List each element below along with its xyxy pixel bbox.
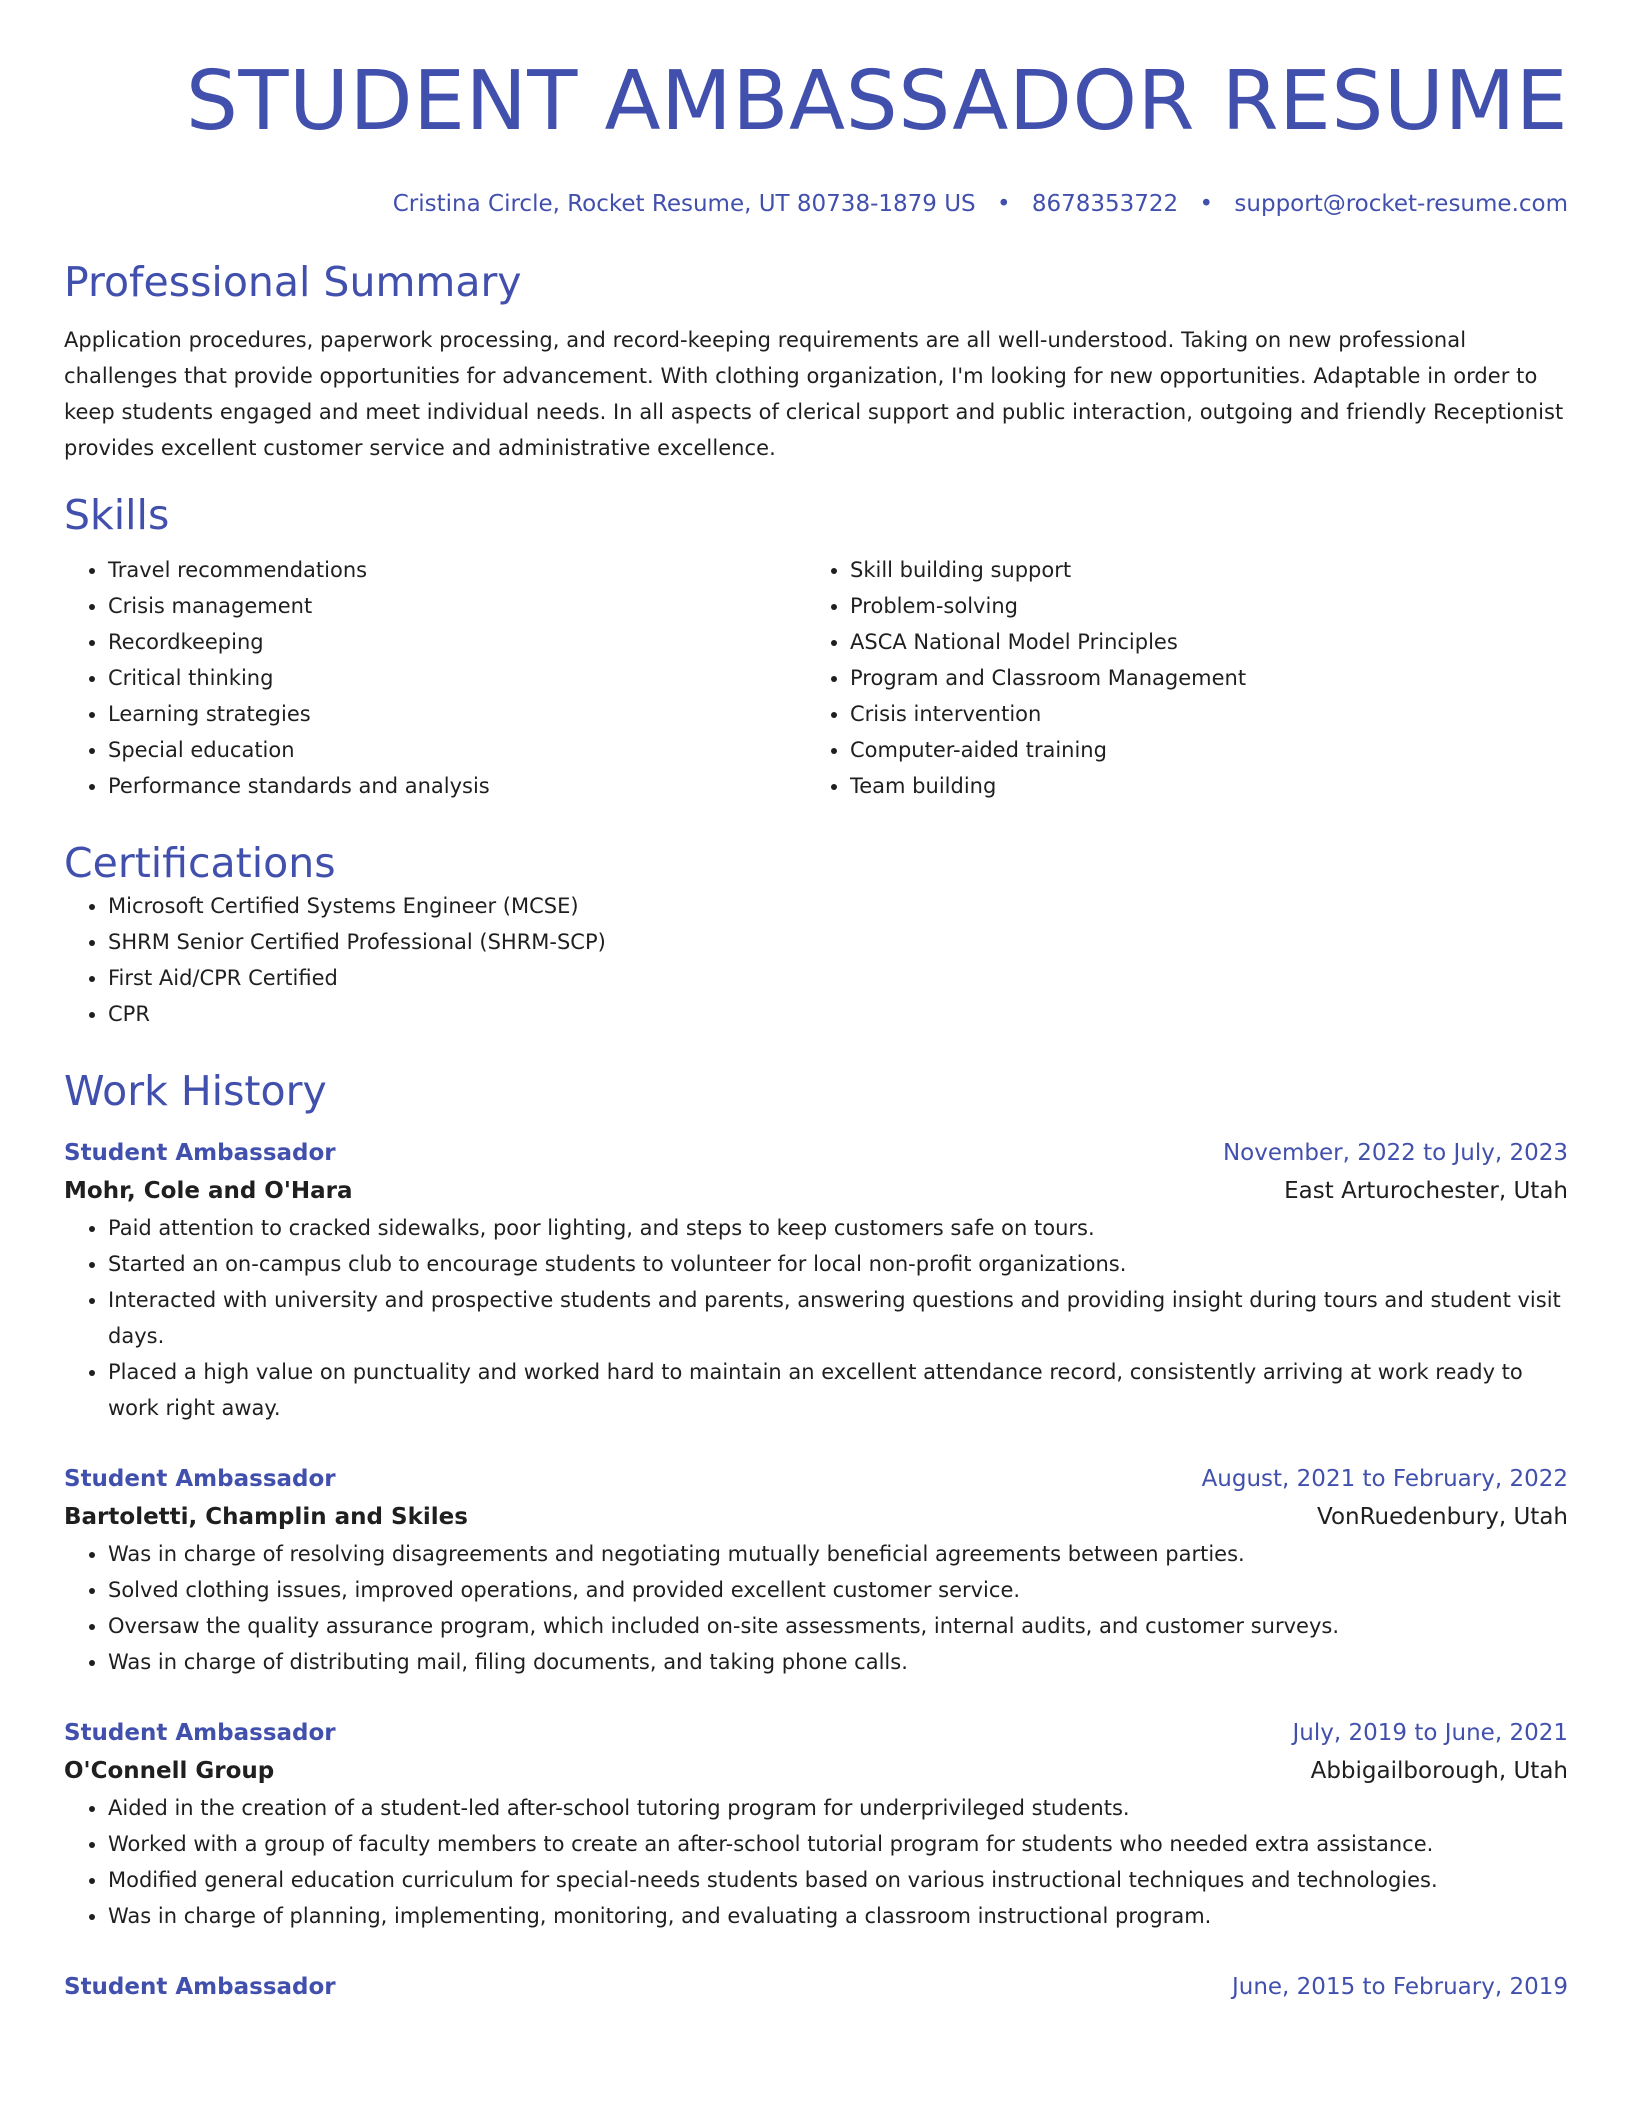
skills-right-column <box>806 552 1548 804</box>
skill-item: • Learning strategies <box>108 696 806 732</box>
job-duty: • Worked with a group of faculty members to create an after-school tutorial program for students who needed extra assistance. <box>108 1826 1568 1862</box>
job-duty: • Oversaw the quality assurance program, which included on-site assessments, internal audits, and customer surveys. <box>108 1608 1568 1644</box>
job-duties-list <box>64 1210 1568 1426</box>
job-header-row <box>64 1460 1568 1498</box>
job-dates: August, 2021 to February, 2022 <box>1201 1466 1568 1492</box>
skills-left-column <box>64 552 806 804</box>
job-duty: • Started an on-campus club to encourage students to volunteer for local non-profit organizations. <box>108 1246 1568 1282</box>
skill-item: • Problem-solving <box>850 588 1548 624</box>
job-duty: • Solved clothing issues, improved operations, and provided excellent customer service. <box>108 1572 1568 1608</box>
job-company-row <box>64 1752 1568 1790</box>
skill-item: • Crisis intervention <box>850 696 1548 732</box>
contact-separator: • <box>996 191 1011 217</box>
job-duties-list <box>64 1790 1568 1934</box>
skill-item: • Skill building support <box>850 552 1548 588</box>
job-header-row <box>64 1134 1568 1172</box>
job-company-row <box>64 1498 1568 1536</box>
summary-text: Application procedures, paperwork processing, and record-keeping requirements are all well-understood. Taking on new professional challenges that provide opportunities for advancement. With clothing organization, I'm looking for new opportunities. Adaptable in order to keep students engaged and meet individual needs. In all aspects of clerical support and public interaction, outgoing and friendly Receptionist provides excellent customer service and administrative excellence. <box>64 328 1564 460</box>
resume-title: STUDENT AMBASSADOR RESUME <box>185 54 1568 149</box>
skill-item: • Special education <box>108 732 806 768</box>
contact-email: support@rocket-resume.com <box>1234 191 1568 217</box>
job-company: Mohr, Cole and O'Hara <box>64 1178 353 1204</box>
summary-heading: Professional Summary <box>64 258 522 306</box>
job-location: Abbigailborough, Utah <box>1310 1758 1568 1784</box>
job-entry <box>64 1714 1568 1934</box>
skills-left-list <box>64 552 806 804</box>
job-role: Student Ambassador <box>64 1974 336 2000</box>
skill-item: • Crisis management <box>108 588 806 624</box>
contact-phone: 8678353722 <box>1031 191 1179 217</box>
skill-item: • Team building <box>850 768 1548 804</box>
certification-item: • Microsoft Certified Systems Engineer (MCSE) <box>108 888 1568 924</box>
job-location: East Arturochester, Utah <box>1284 1178 1568 1204</box>
certification-item: • SHRM Senior Certified Professional (SHRM-SCP) <box>108 924 1568 960</box>
job-duty: • Modified general education curriculum for special-needs students based on various instructional techniques and technologies. <box>108 1862 1568 1898</box>
skill-item: • Program and Classroom Management <box>850 660 1548 696</box>
job-location: VonRuedenbury, Utah <box>1317 1504 1568 1530</box>
skills-columns <box>64 552 1568 804</box>
skill-item: • Recordkeeping <box>108 624 806 660</box>
contact-separator: • <box>1199 191 1214 217</box>
contact-line <box>64 189 1568 219</box>
skill-item: • Performance standards and analysis <box>108 768 806 804</box>
job-dates: November, 2022 to July, 2023 <box>1222 1140 1568 1166</box>
certifications-heading: Certifications <box>64 839 336 887</box>
job-dates: June, 2015 to February, 2019 <box>1231 1974 1568 2000</box>
job-duty: • Interacted with university and prospective students and parents, answering questions and providing insight during tours and student visit days. <box>108 1282 1568 1354</box>
job-duty: • Aided in the creation of a student-led after-school tutoring program for underprivileged students. <box>108 1790 1568 1826</box>
job-entry <box>64 1460 1568 1680</box>
skill-item: • ASCA National Model Principles <box>850 624 1548 660</box>
job-header-row <box>64 1968 1568 2006</box>
job-entry <box>64 1968 1568 2006</box>
skill-item: • Computer-aided training <box>850 732 1548 768</box>
job-company-row <box>64 1172 1568 1210</box>
job-entry <box>64 1134 1568 1426</box>
skills-right-list <box>806 552 1548 804</box>
job-role: Student Ambassador <box>64 1720 336 1746</box>
contact-address: Cristina Circle, Rocket Resume, UT 80738-1879 US <box>392 191 976 217</box>
job-role: Student Ambassador <box>64 1466 336 1492</box>
job-duty: • Was in charge of planning, implementing, monitoring, and evaluating a classroom instructional program. <box>108 1898 1568 1934</box>
job-company: O'Connell Group <box>64 1758 275 1784</box>
job-company: Bartoletti, Champlin and Skiles <box>64 1504 468 1530</box>
certification-item: • CPR <box>108 996 1568 1032</box>
job-duty: • Was in charge of resolving disagreements and negotiating mutually beneficial agreements between parties. <box>108 1536 1568 1572</box>
job-header-row <box>64 1714 1568 1752</box>
certification-item: • First Aid/CPR Certified <box>108 960 1568 996</box>
skills-heading: Skills <box>64 491 170 539</box>
job-dates: July, 2019 to June, 2021 <box>1292 1720 1568 1746</box>
skill-item: • Travel recommendations <box>108 552 806 588</box>
work-history-heading: Work History <box>64 1067 327 1115</box>
certifications-list <box>64 888 1568 1032</box>
job-duties-list <box>64 1536 1568 1680</box>
job-duty: • Placed a high value on punctuality and worked hard to maintain an excellent attendance record, consistently arriving at work ready to work right away. <box>108 1354 1568 1426</box>
job-role: Student Ambassador <box>64 1140 336 1166</box>
job-duty: • Was in charge of distributing mail, filing documents, and taking phone calls. <box>108 1644 1568 1680</box>
skill-item: • Critical thinking <box>108 660 806 696</box>
job-duty: • Paid attention to cracked sidewalks, poor lighting, and steps to keep customers safe on tours. <box>108 1210 1568 1246</box>
